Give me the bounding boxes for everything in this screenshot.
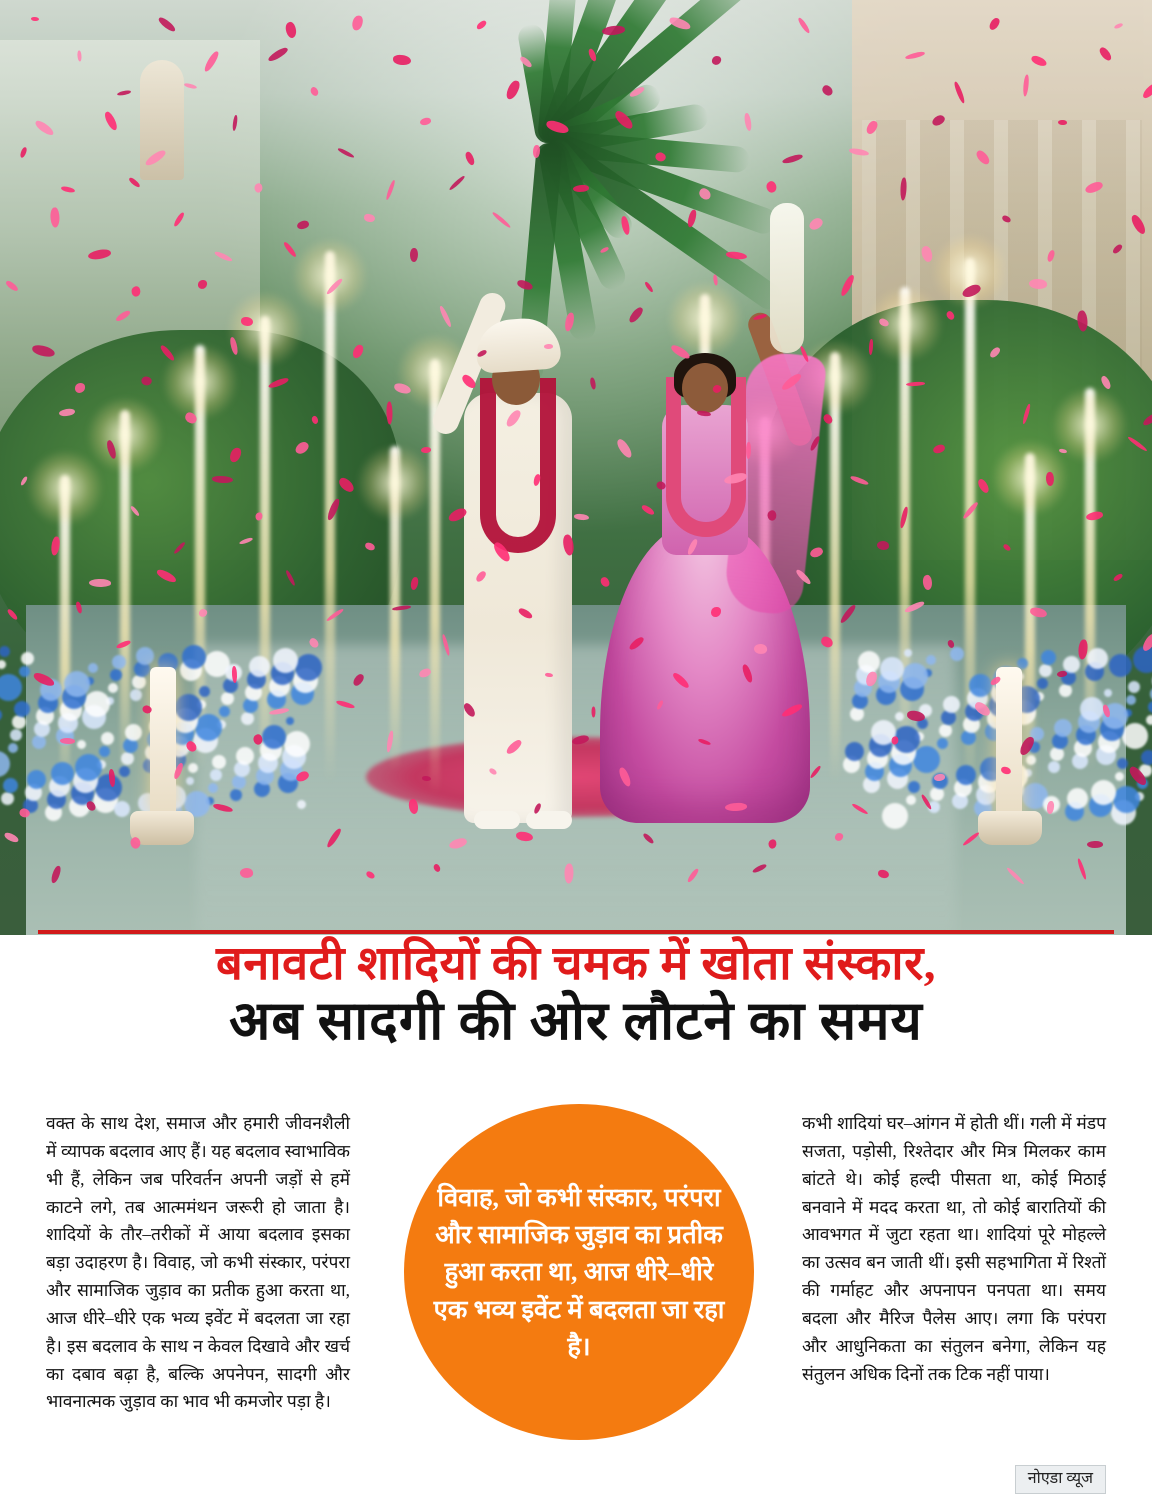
body-column-left: वक्त के साथ देश, समाज और हमारी जीवनशैली में व्यापक बदलाव आए हैं। यह बदलाव स्वाभाविक भी हैं, लेकिन जब परिवर्तन अपनी जड़ों से हमें काटने लगे, तब आत्ममंथन जरूरी हो जाता है। शादियों के तौर–तरीकों में आया बदलाव इसका बड़ा उदाहरण है। विवाह, जो कभी संस्कार, परंपरा और सामाजिक जुड़ाव का प्रतीक हुआ करता था, आज धीरे–धीरे एक भव्य इवेंट में बदलता जा रहा है। इस बदलाव के साथ न केवल दिखावे और खर्च का दबाव बढ़ा है, बल्कि अपनेपन, सादगी और भावनात्मक जुड़ाव का भाव भी कमजोर पड़ा है। — [46, 1113, 350, 1412]
body-column-right: कभी शादियां घर–आंगन में होती थीं। गली में मंडप सजता, पड़ोसी, रिश्तेदार और मित्र मिलकर काम बांटते थे। कोई हल्दी पीसता था, कोई मिठाई बनवाने में मदद करता था, तो कोई बारातियों की आवभगत में जुटा रहता था। शादियां पूरे मोहल्ले का उत्सव बन जाती थीं। इसी सहभागिता में रिश्तों की गर्माहट और अपनापन पनपता था। समय बदला और मैरिज पैलेस आए। लगा कि परंपरा और आधुनिकता का संतुलन बनेगा, लेकिन यह संतुलन अधिक दिनों तक टिक नहीं पाया। — [802, 1113, 1106, 1384]
headline-rule — [38, 930, 1114, 934]
headline-line-1: बनावटी शादियों की चमक में खोता संस्कार, — [215, 938, 937, 990]
headline-block — [0, 930, 1152, 1051]
pull-quote — [404, 1104, 754, 1440]
pull-quote-text: विवाह, जो कभी संस्कार, परंपरा और सामाजिक जुड़ाव का प्रतीक हुआ करता था, आज धीरे–धीरे एक भव्य इवेंट में बदलता जा रहा है। — [433, 1182, 725, 1361]
headline-line-2: अब सादगी की ओर लौटने का समय — [229, 990, 923, 1051]
publication-badge: नोएडा व्यूज — [1015, 1465, 1106, 1494]
